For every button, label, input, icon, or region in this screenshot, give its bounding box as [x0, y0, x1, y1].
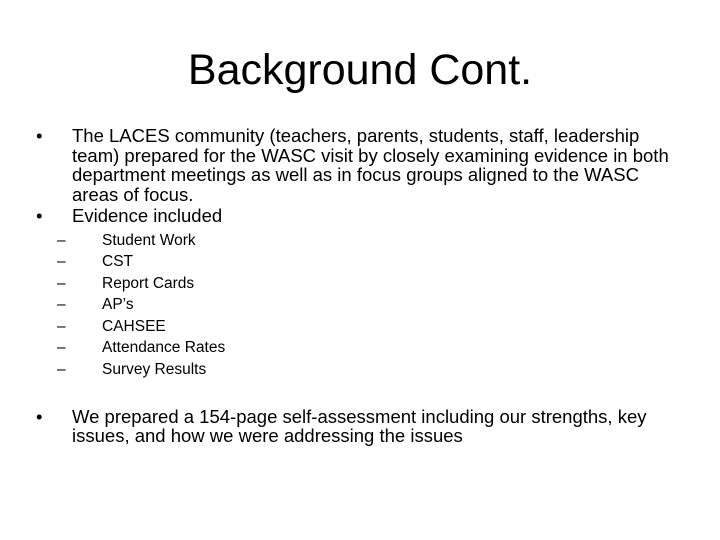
sub-item	[54, 316, 694, 338]
sub-item-text: CAHSEE	[102, 317, 166, 335]
sub-item	[54, 273, 694, 295]
bullet-list	[36, 126, 676, 446]
sub-item-text: CST	[102, 253, 133, 271]
bullet-item	[36, 126, 676, 204]
dash-marker: –	[57, 274, 66, 292]
sub-list	[54, 230, 694, 381]
sub-item-text: Survey Results	[102, 361, 207, 379]
bullet-text: Evidence included	[72, 205, 223, 226]
sub-item	[54, 294, 694, 316]
sub-item	[54, 359, 694, 381]
bullet-marker: •	[36, 405, 43, 427]
sub-item-text: AP’s	[102, 296, 134, 314]
sub-list-container	[36, 230, 676, 381]
dash-marker: –	[57, 361, 66, 379]
bullet-item	[36, 407, 676, 446]
dash-marker: –	[57, 253, 66, 271]
sub-item	[54, 230, 694, 252]
bullet-marker: •	[36, 205, 43, 226]
bullet-text: The LACES community (teachers, parents, students, staff, leadership team) prepared for the WASC visit by closely examining evidence in both department meetings as well as in focus groups aligned to the WASC areas of focus.	[72, 125, 669, 205]
sub-item-text: Attendance Rates	[102, 339, 226, 357]
sub-item-text: Student Work	[102, 231, 196, 249]
dash-marker: –	[57, 339, 66, 357]
slide-title: Background Cont.	[187, 46, 533, 94]
sub-item-text: Report Cards	[102, 274, 195, 292]
dash-marker: –	[57, 317, 66, 335]
sub-item	[54, 337, 694, 359]
bullet-text: We prepared a 154-page self-assessment including our strengths, key issues, and how we were addressing the issues	[72, 405, 647, 447]
bullet-marker: •	[36, 125, 43, 146]
dash-marker: –	[57, 231, 66, 249]
dash-marker: –	[57, 296, 66, 314]
sub-item	[54, 251, 694, 273]
bullet-item	[36, 206, 676, 226]
